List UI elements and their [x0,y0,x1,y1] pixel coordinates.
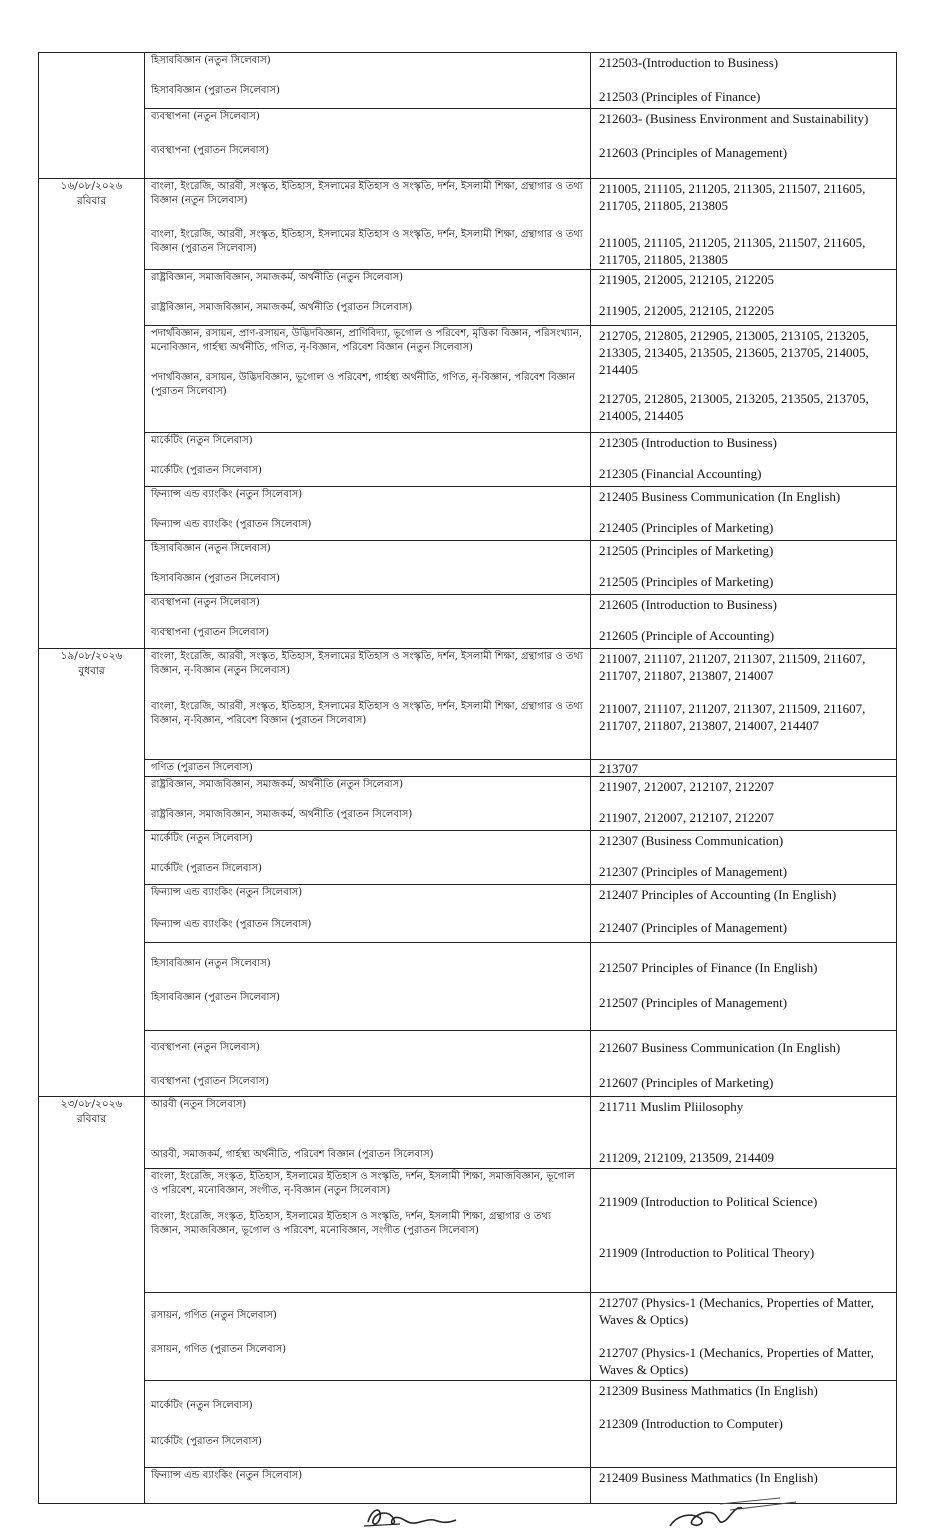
code-new: 212307 (Business Communication) [599,833,784,848]
subject-old: মার্কেটিং (পুরাতন সিলেবাস) [151,465,262,476]
subject-cell [145,541,591,595]
table-row [39,541,897,595]
subject-old: বাংলা, ইংরেজি, আরবী, সংস্কৃত, ইতিহাস, ইসলামের ইতিহাস ও সংস্কৃতি, দর্শন, ইসলামী শিক্ষা, গ্রন্থাগার ও তথ্য বিজ্ঞান, নৃ-বিজ্ঞান, পরিবেশ বিজ্ঞান (পুরাতন সিলেবাস) [151,701,583,726]
subject-cell [145,760,591,777]
subject-new: মার্কেটিং (নতুন সিলেবাস) [151,1400,253,1411]
subject-cell [145,1097,591,1169]
code-new: 212607 Business Communication (In English) [599,1040,841,1055]
code-old: 212307 (Principles of Management) [599,864,788,879]
subject-old: ব্যবস্থাপনা (পুরাতন সিলেবাস) [151,1076,270,1087]
table-row [39,1097,897,1169]
exam-schedule [38,52,896,1501]
code-new: 211005, 211105, 211205, 211305, 211507, 211605, 211705, 211805, 213805 [599,181,866,213]
code-old: 212305 (Financial Accounting) [599,466,762,481]
subject-cell [145,433,591,487]
subject-new: ব্যবস্থাপনা (নতুন সিলেবাস) [151,597,260,608]
subject-cell [145,326,591,433]
code-cell [591,270,897,326]
code-new: 211711 Muslim Pliilosophy [599,1099,744,1114]
code-old: 211209, 212109, 213509, 214409 [599,1150,775,1165]
code-new: 212705, 212805, 212905, 213005, 213105, 213205, 213305, 213405, 213505, 213605, 213705, 214005, 214405 [599,328,869,377]
code-new: 212505 (Principles of Marketing) [599,543,774,558]
subject-cell [145,777,591,831]
subject-cell [145,831,591,885]
subject-cell [145,179,591,270]
code-old: 212607 (Principles of Marketing) [599,1075,774,1090]
subject-new: রাষ্ট্রবিজ্ঞান, সমাজবিজ্ঞান, সমাজকর্ম, অর্থনীতি (নতুন সিলেবাস) [151,779,404,790]
signature-left [360,1500,470,1532]
table-row [39,326,897,433]
table-row [39,595,897,649]
table-row [39,943,897,1031]
subject-old: পদার্থবিজ্ঞান, রসায়ন, উদ্ভিদবিজ্ঞান, ভূগোল ও পরিবেশ, গার্হস্থ্য অর্থনীতি, গণিত, নৃ-বিজ্ঞান, পরিবেশ বিজ্ঞান (পুরাতন সিলেবাস) [151,372,576,397]
table-row [39,831,897,885]
subject-cell [145,109,591,179]
code-new: 212309 Business Mathmatics (In English) [599,1383,818,1398]
code-cell [591,649,897,760]
code-old: 212707 (Physics-1 (Mechanics, Properties of Matter, Waves & Optics) [599,1345,874,1377]
subject-new: রসায়ন, গণিত (নতুন সিলেবাস) [151,1310,277,1321]
subject-old: মার্কেটিং (পুরাতন সিলেবাস) [151,863,262,874]
code-new: 211007, 211107, 211207, 211307, 211509, 211607, 211707, 211807, 213807, 214007 [599,651,866,683]
code-cell [591,541,897,595]
code-cell [591,1031,897,1097]
table-row [39,270,897,326]
exam-date: ১৯/০৮/২০২৬ [60,650,123,662]
exam-day: রবিবার [76,195,107,207]
code-cell [591,326,897,433]
code-new: 212503-(Introduction to Business) [599,55,779,70]
table-row [39,1031,897,1097]
subject-new: মার্কেটিং (নতুন সিলেবাস) [151,435,253,446]
table-row [39,1293,897,1381]
subject-old: মার্কেটিং (পুরাতন সিলেবাস) [151,1436,262,1447]
subject-old: আরবী, সমাজকর্ম, গার্হস্থ্য অর্থনীতি, পরিবেশ বিজ্ঞান (পুরাতন সিলেবাস) [151,1149,434,1160]
code-cell [591,487,897,541]
code-new: 212507 Principles of Finance (In English) [599,960,818,975]
exam-day: রবিবার [76,1113,107,1125]
code-old: 212507 (Principles of Management) [599,995,788,1010]
date-cell [39,1097,145,1504]
code-cell [591,179,897,270]
subject-cell [145,1381,591,1468]
code-new: 213707 [599,761,638,776]
table-row [39,1169,897,1293]
subject-cell [145,1293,591,1381]
code-old: 212405 (Principles of Marketing) [599,520,774,535]
code-new: 212605 (Introduction to Business) [599,597,778,612]
subject-old: হিসাববিজ্ঞান (পুরাতন সিলেবাস) [151,992,280,1003]
subject-new: ব্যবস্থাপনা (নতুন সিলেবাস) [151,1042,260,1053]
code-old: 212605 (Principle of Accounting) [599,628,775,643]
code-cell [591,1169,897,1293]
code-old: 211907, 212007, 212107, 212207 [599,810,775,825]
code-old: 212603 (Principles of Management) [599,145,788,160]
subject-old: রাষ্ট্রবিজ্ঞান, সমাজবিজ্ঞান, সমাজকর্ম, অর্থনীতি (পুরাতন সিলেবাস) [151,809,413,820]
subject-new: আরবী (নতুন সিলেবাস) [151,1099,247,1110]
code-old: 212505 (Principles of Marketing) [599,574,774,589]
table-row [39,885,897,943]
subject-new: বাংলা, ইংরেজি, আরবী, সংস্কৃত, ইতিহাস, ইসলামের ইতিহাস ও সংস্কৃতি, দর্শন, ইসলামী শিক্ষা, গ্রন্থাগার ও তথ্য বিজ্ঞান, নৃ-বিজ্ঞান (নতুন সিলেবাস) [151,651,583,676]
table-row [39,53,897,109]
code-cell [591,777,897,831]
subject-cell [145,487,591,541]
code-old: 211007, 211107, 211207, 211307, 211509, 211607, 211707, 211807, 213807, 214007, 214407 [599,701,866,733]
table-row [39,1381,897,1468]
code-new: 212407 Principles of Accounting (In English) [599,887,837,902]
signature-right [660,1496,800,1534]
code-old: 212503 (Principles of Finance) [599,89,761,104]
subject-old: ফিন্যান্স এন্ড ব্যাংকিং (পুরাতন সিলেবাস) [151,519,312,530]
subject-new: ফিন্যান্স এন্ড ব্যাংকিং (নতুন সিলেবাস) [151,887,303,898]
subject-old: হিসাববিজ্ঞান (পুরাতন সিলেবাস) [151,573,280,584]
code-cell [591,943,897,1031]
code-old: 212407 (Principles of Management) [599,920,788,935]
code-new: 211907, 212007, 212107, 212207 [599,779,775,794]
subject-new: পদার্থবিজ্ঞান, রসায়ন, প্রাণ-রসায়ন, উদ্ভিদবিজ্ঞান, প্রাণিবিদ্যা, ভূগোল ও পরিবেশ, মৃত্তিকা বিজ্ঞান, পরিসংখ্যান, মনোবিজ্ঞান, গার্হস্থ্য অর্থনীতি, গণিত, নৃ-বিজ্ঞান, পরিবেশ বিজ্ঞান (নতুন সিলেবাস) [151,328,583,353]
code-old: 211905, 212005, 212105, 212205 [599,303,775,318]
exam-day: বুধবার [78,665,105,677]
subject-new: হিসাববিজ্ঞান (নতুন সিলেবাস) [151,543,271,554]
subject-new: ফিন্যান্স এন্ড ব্যাংকিং (নতুন সিলেবাস) [151,489,303,500]
code-new: 211909 (Introduction to Political Science) [599,1194,818,1209]
subject-new: রাষ্ট্রবিজ্ঞান, সমাজবিজ্ঞান, সমাজকর্ম, অর্থনীতি (নতুন সিলেবাস) [151,272,404,283]
code-cell [591,1293,897,1381]
code-new: 212603- (Business Environment and Sustainability) [599,111,869,126]
code-cell [591,885,897,943]
subject-old: ব্যবস্থাপনা (পুরাতন সিলেবাস) [151,627,270,638]
table-row [39,649,897,760]
schedule-table [38,52,897,1504]
subject-cell [145,1468,591,1504]
exam-date: ১৬/০৮/২০২৬ [60,180,123,192]
code-cell [591,1381,897,1468]
code-new: 212707 (Physics-1 (Mechanics, Properties of Matter, Waves & Optics) [599,1295,874,1327]
subject-old: বাংলা, ইংরেজি, আরবী, সংস্কৃত, ইতিহাস, ইসলামের ইতিহাস ও সংস্কৃতি, দর্শন, ইসলামী শিক্ষা, গ্রন্থাগার ও তথ্য বিজ্ঞান (পুরাতন সিলেবাস) [151,229,583,254]
subject-cell [145,1031,591,1097]
code-cell [591,109,897,179]
code-cell [591,1097,897,1169]
subject-cell [145,53,591,109]
code-new: 212409 Business Mathmatics (In English) [599,1470,818,1485]
subject-new: বাংলা, ইংরেজি, আরবী, সংস্কৃত, ইতিহাস, ইসলামের ইতিহাস ও সংস্কৃতি, দর্শন, ইসলামী শিক্ষা, গ্রন্থাগার ও তথ্য বিজ্ঞান (নতুন সিলেবাস) [151,181,583,206]
code-old: 211909 (Introduction to Political Theory) [599,1245,815,1260]
subject-cell [145,1169,591,1293]
code-cell [591,595,897,649]
table-row [39,760,897,777]
subject-new: ফিন্যান্স এন্ড ব্যাংকিং (নতুন সিলেবাস) [151,1470,303,1481]
table-row [39,109,897,179]
subject-new: হিসাববিজ্ঞান (নতুন সিলেবাস) [151,55,271,66]
code-cell [591,760,897,777]
subject-old: ফিন্যান্স এন্ড ব্যাংকিং (পুরাতন সিলেবাস) [151,919,312,930]
table-row [39,433,897,487]
subject-new: ব্যবস্থাপনা (নতুন সিলেবাস) [151,111,260,122]
subject-new: হিসাববিজ্ঞান (নতুন সিলেবাস) [151,958,271,969]
subject-cell [145,649,591,760]
table-row [39,777,897,831]
code-old: 212309 (Introduction to Computer) [599,1416,783,1431]
subject-old: রাষ্ট্রবিজ্ঞান, সমাজবিজ্ঞান, সমাজকর্ম, অর্থনীতি (পুরাতন সিলেবাস) [151,302,413,313]
exam-date: ২৩/০৮/২০২৬ [60,1098,123,1110]
table-row [39,487,897,541]
code-old: 211005, 211105, 211205, 211305, 211507, 211605, 211705, 211805, 213805 [599,235,866,267]
subject-new: বাংলা, ইংরেজি, সংস্কৃত, ইতিহাস, ইসলামের ইতিহাস ও সংস্কৃতি, দর্শন, ইসলামী শিক্ষা, সমাজবিজ্ঞান, ভূগোল ও পরিবেশ, মনোবিজ্ঞান, সংগীত, নৃ-বিজ্ঞান (নতুন সিলেবাস) [151,1171,575,1196]
code-cell [591,831,897,885]
code-cell [591,53,897,109]
subject-cell [145,943,591,1031]
subject-cell [145,885,591,943]
code-new: 211905, 212005, 212105, 212205 [599,272,775,287]
code-new: 212405 Business Communication (In English) [599,489,841,504]
subject-cell [145,595,591,649]
date-cell [39,53,145,179]
date-cell [39,649,145,1097]
subject-old: রসায়ন, গণিত (পুরাতন সিলেবাস) [151,1344,287,1355]
code-new: 212305 (Introduction to Business) [599,435,778,450]
subject-cell [145,270,591,326]
subject-new: মার্কেটিং (নতুন সিলেবাস) [151,833,253,844]
code-cell [591,433,897,487]
date-cell [39,179,145,649]
code-old: 212705, 212805, 213005, 213205, 213505, 213705, 214005, 214405 [599,391,869,423]
table-row [39,179,897,270]
subject-old: হিসাববিজ্ঞান (পুরাতন সিলেবাস) [151,85,280,96]
subject-old: বাংলা, ইংরেজি, সংস্কৃত, ইতিহাস, ইসলামের ইতিহাস ও সংস্কৃতি, দর্শন, ইসলামী শিক্ষা, গ্রন্থাগার ও তথ্য বিজ্ঞান, সমাজবিজ্ঞান, ভূগোল ও পরিবেশ, মনোবিজ্ঞান, সংগীত (পুরাতন সিলেবাস) [151,1211,551,1236]
subject-new: গণিত (পুরাতন সিলেবাস) [151,762,253,773]
subject-old: ব্যবস্থাপনা (পুরাতন সিলেবাস) [151,145,270,156]
